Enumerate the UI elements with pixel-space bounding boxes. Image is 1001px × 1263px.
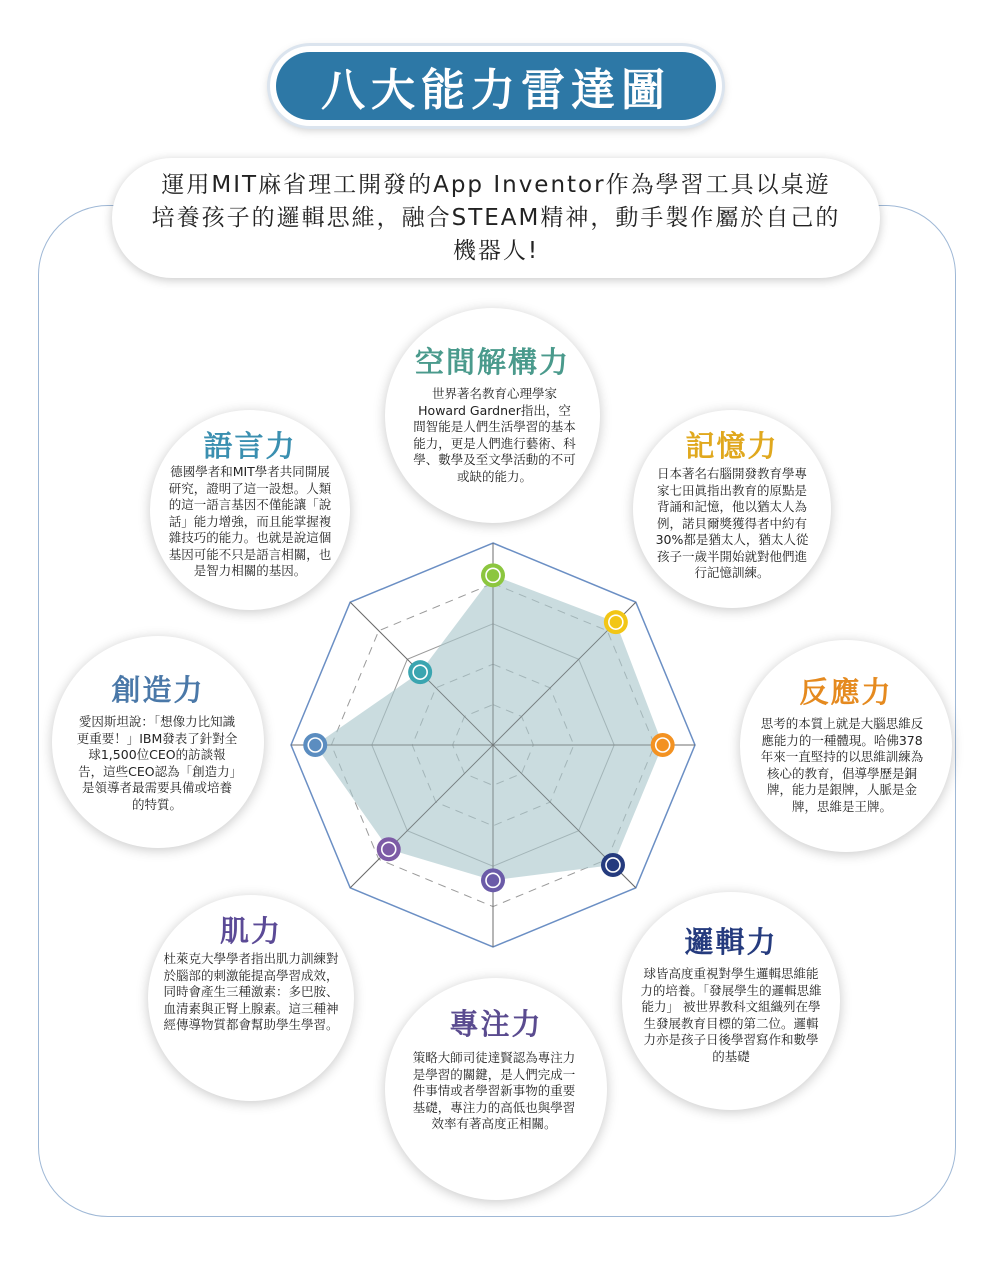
radar-point-3 [601,853,625,877]
radar-point-6 [303,733,327,757]
bubble-focus-title: 專注力 [449,1007,543,1041]
bubble-creativity [52,636,264,848]
radar-point-1 [604,610,628,634]
bubble-focus-text: 策略大師司徒達賢認為專注力是學習的關鍵，是人們完成一件事情或者學習新事物的重要基礎，專注力的高低也與學習效率有著高度正相關。 [412,1050,576,1131]
bubble-logic-title: 邏輯力 [684,925,778,959]
bubble-spatial-title: 空間解構力 [414,345,570,379]
bubble-creativity-title: 創造力 [111,673,205,707]
radar-point-5 [377,837,401,861]
bubble-muscle-text: 杜萊克大學學者指出肌力訓練對於腦部的刺激能提高學習成效，同時會產生三種激素：多巴胺、血清素與正腎上腺素。這三種神經傳導物質都會幫助學生學習。 [163,951,339,1032]
radar-point-0 [481,563,505,587]
bubble-creativity-text: 愛因斯坦說：「想像力比知識更重要！」IBM發表了針對全球1,500位CEO的訪談報告，這些CEO認為「創造力」是領導者最需要具備或培養的特質。 [76,714,238,812]
bubble-reaction-text: 思考的本質上就是大腦思維反應能力的一種體現。哈佛378年來一直堅持的以思維訓練為核心的教育，倡導學歷是銅牌，能力是銀牌，人脈是金牌，思維是王牌。 [760,716,924,814]
radar-point-4 [481,868,505,892]
bubble-muscle [148,895,354,1101]
bubble-language-title: 語言力 [203,429,297,463]
page-title: 八大能力雷達圖 [321,65,671,116]
bubble-language [150,410,350,610]
radar-point-2 [651,733,675,757]
bubble-memory-text: 日本著名右腦開發教育學專家七田眞指出教育的原點是背誦和記憶，他以猶太人為例，諾貝爾獎獲得者中約有30%都是猶太人，猶太人從孩子一歲半開始就對他們進行記憶訓練。 [655,466,809,580]
bubble-reaction [740,640,952,852]
bubble-logic-text: 球皆高度重視對學生邏輯思維能力的培養。「發展學生的邏輯思維能力」 被世界教科文組織列在學生發展教育目標的第二位。邏輯力亦是孩子日後學習寫作和數學的基礎 [640,966,822,1064]
bubble-memory [633,410,831,608]
bubble-reaction-title: 反應力 [799,675,893,709]
bubble-spatial [385,308,600,523]
bubble-language-text: 德國學者和MIT學者共同開展研究，證明了這一設想。人類的這一語言基因不僅能讓「說話」能力增強，而且能掌握複雜技巧的能力。也就是說這個基因可能不只是語言相關，也是智力相關的基因。 [168,464,332,578]
bubble-spatial-text: 世界著名教育心理學家Howard Gardner指出，空間智能是人們生活學習的基本能力，更是人們進行藝術、科學、數學及至文學活動的不可或缺的能力。 [413,386,576,484]
bubble-logic [622,892,840,1110]
bubble-muscle-title: 肌力 [219,914,282,948]
bubble-memory-title: 記憶力 [685,429,779,463]
intro-text: 運用MIT麻省理工開發的App Inventor作為學習工具以桌遊培養孩子的邏輯思維，融合STEAM精神，動手製作屬於自己的機器人! [151,171,841,264]
radar-point-7 [408,660,432,684]
bubble-focus [385,978,607,1200]
